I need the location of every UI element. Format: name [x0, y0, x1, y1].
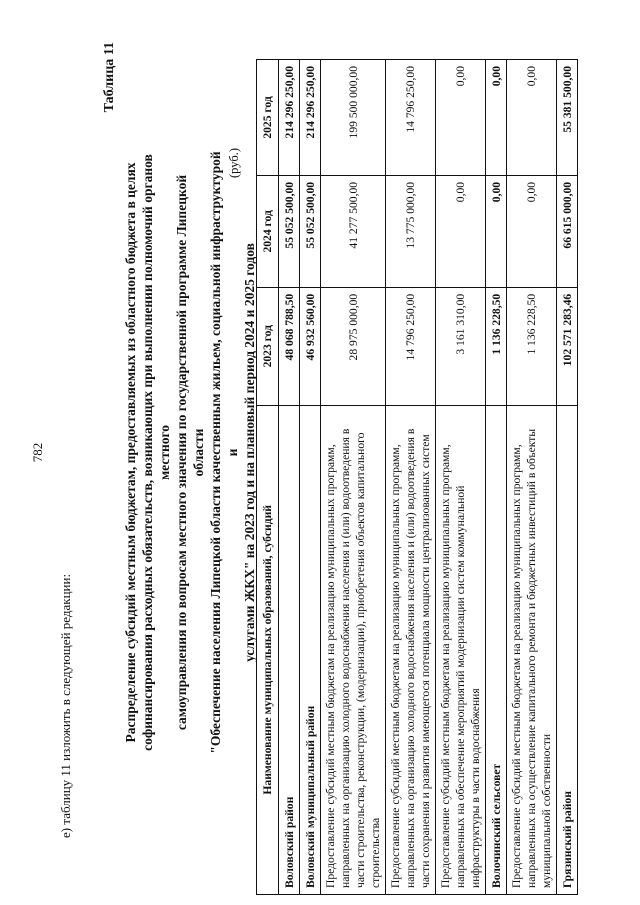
value-2024: 13 775 000,00 — [386, 175, 436, 287]
value-2023: 46 932 560,00 — [300, 287, 321, 405]
value-2025: 0,00 — [486, 60, 507, 176]
value-2025: 55 381 500,00 — [557, 60, 578, 176]
heading-line: "Обеспечение населения Липецкой области качественным жильем, социальной инфраструктурой и — [208, 151, 240, 754]
value-2024: 0,00 — [507, 175, 557, 287]
value-2024: 0,00 — [436, 175, 486, 287]
row-name: Предоставление субсидий местным бюджетам на реализацию муниципальных программ, направленных на обеспечение мероприятий модернизации систем коммунальной инфраструктуры в части водоснабжения — [436, 405, 486, 894]
table-row — [507, 60, 557, 895]
intro-text: е) таблицу 11 изложить в следующей редакции: — [58, 573, 73, 838]
heading-line: софинансирования расходных обязательств, возникающих при выполнении полномочий органов местного — [140, 154, 172, 751]
table-row — [436, 60, 486, 895]
column-header: 2023 год — [257, 287, 279, 405]
row-name: Грязинский район — [557, 405, 578, 894]
table-row — [300, 60, 321, 895]
value-2023: 1 136 228,50 — [507, 287, 557, 405]
column-header: 2024 год — [257, 175, 279, 287]
value-2023: 28 975 000,00 — [321, 287, 386, 405]
value-2023: 14 796 250,00 — [386, 287, 436, 405]
column-header: 2025 год — [257, 60, 279, 176]
value-2023: 1 136 228,50 — [486, 287, 507, 405]
value-2025: 14 796 250,00 — [386, 60, 436, 176]
table-row — [486, 60, 507, 895]
heading-line: услугами ЖКХ" на 2023 год и на плановый период 2024 и 2025 годов — [242, 243, 257, 662]
value-2024: 66 615 000,00 — [557, 175, 578, 287]
value-2025: 199 500 000,00 — [321, 60, 386, 176]
heading-line: Распределение субсидий местным бюджетам, предоставляемых из областного бюджета в целях — [123, 162, 138, 743]
row-name: Волочинский сельсовет — [486, 405, 507, 894]
column-header: Наименование муниципальных образований, субсидий — [257, 405, 279, 894]
table-row — [557, 60, 578, 895]
unit-label: (руб.) — [227, 148, 241, 178]
value-2024: 0,00 — [486, 175, 507, 287]
value-2024: 55 052 500,00 — [300, 175, 321, 287]
heading-line: самоуправления по вопросам местного значения по государственной программе Липецкой области — [174, 174, 206, 731]
row-name: Предоставление субсидий местным бюджетам на реализацию муниципальных программ, направленных на организацию холодного водоснабжения населения и (или) водоотведения в части сохранения и развития имеющегося потенциала мощности централизованных систем — [386, 405, 436, 894]
value-2025: 214 296 250,00 — [300, 60, 321, 176]
table-row — [279, 60, 300, 895]
table-caption: Таблица 11 — [102, 42, 117, 113]
value-2024: 55 052 500,00 — [279, 175, 300, 287]
value-2024: 41 277 500,00 — [321, 175, 386, 287]
table-row — [321, 60, 386, 895]
row-name: Предоставление субсидий местным бюджетам на реализацию муниципальных программ, направленных на осуществление капитального ремонта и бюджетных инвестиций в объекты муниципальной собственности — [507, 405, 557, 894]
value-2023: 3 161 310,00 — [436, 287, 486, 405]
value-2025: 0,00 — [436, 60, 486, 176]
value-2025: 214 296 250,00 — [279, 60, 300, 176]
table-heading — [122, 150, 258, 755]
value-2025: 0,00 — [507, 60, 557, 176]
table-row — [386, 60, 436, 895]
value-2023: 48 068 788,50 — [279, 287, 300, 405]
row-name: Предоставление субсидий местным бюджетам на реализацию муниципальных программ, направленных на организацию холодного водоснабжения населения и (или) водоотведения в части строительства, реконструкции, (модернизации), приобретения объектов капитального строительства — [321, 405, 386, 894]
subsidy-table — [256, 59, 578, 895]
row-name: Воловский муниципальный район — [300, 405, 321, 894]
table-header-row — [257, 60, 279, 895]
row-name: Воловский район — [279, 405, 300, 894]
page-number: 782 — [30, 442, 45, 463]
value-2023: 102 571 283,46 — [557, 287, 578, 405]
